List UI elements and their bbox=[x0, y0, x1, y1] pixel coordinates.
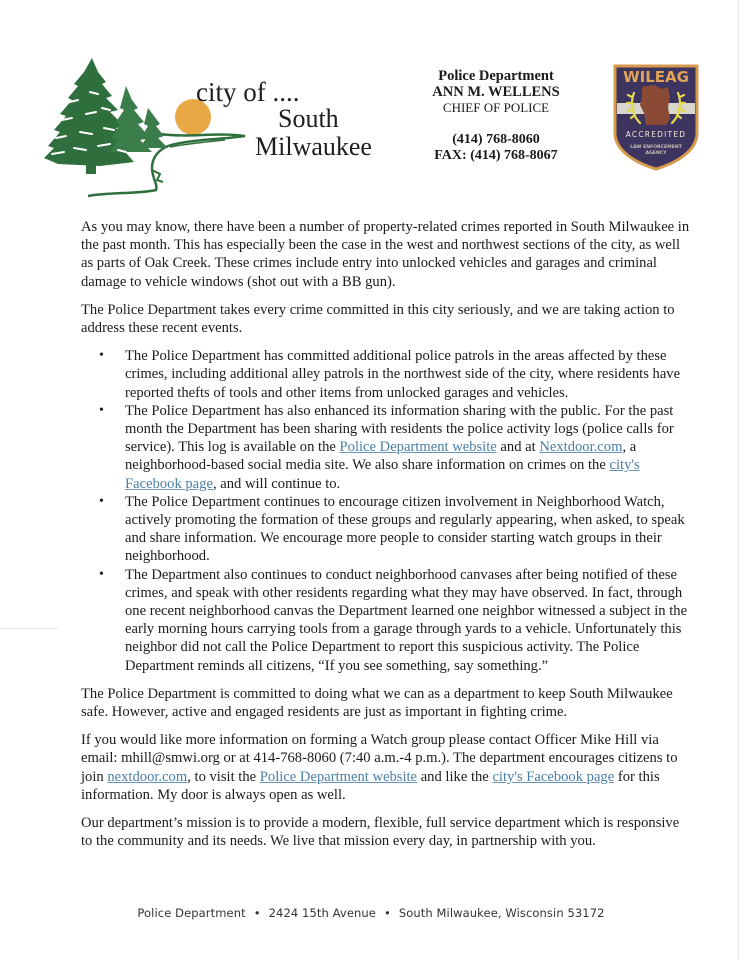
fax-number: FAX: (414) 768-8067 bbox=[434, 148, 558, 163]
mission-paragraph: Our department’s mission is to provide a modern, flexible, full service department which is responsive to the community and its needs. We live that mission every day, in partnership with you. bbox=[81, 815, 680, 850]
list-item-text: , and will continue to. bbox=[212, 475, 341, 492]
facebook-page-link[interactable]: city's Facebook page bbox=[492, 768, 615, 785]
letter-body bbox=[81, 218, 693, 861]
footer-separator: • bbox=[253, 906, 261, 920]
letter-footer bbox=[0, 906, 742, 920]
nextdoor-link[interactable]: nextdoor.com bbox=[107, 768, 188, 785]
list-item-text: and at bbox=[496, 439, 540, 456]
list-item-text: The Police Department continues to encourage citizen involvement in Neighborhood Watch, actively promoting the formation of these groups and regularly appearing, when asked, to speak and share information. We encourage more people to consider starting watch groups in their neighborhood. bbox=[125, 493, 685, 565]
list-item-canvases bbox=[99, 566, 693, 675]
scan-edge-line bbox=[738, 0, 739, 960]
phone-number: (414) 768-8060 bbox=[452, 132, 540, 147]
chief-name: ANN M. WELLENS bbox=[432, 84, 560, 100]
badge-title: WILEAG bbox=[623, 68, 689, 86]
city-logo bbox=[40, 52, 380, 202]
logo-milwaukee: Milwaukee bbox=[255, 132, 372, 161]
list-item-neighborhood-watch bbox=[99, 493, 693, 566]
list-item-text: The Department also continues to conduct neighborhood canvases after being notified of these crimes, and speak with other residents regarding what they may have observed. In fact, through one recent neighborhood canvas the Department learned one neighbor witnessed a subject in the early morning hours carrying tools from a garage through yards to a vehicle. Unfortunately this neighbor did not call the Police Department to report this suspicious activity. The Police Department reminds all citizens, “If you see something, say something.” bbox=[125, 566, 688, 674]
badge-shield-icon bbox=[612, 63, 700, 171]
police-website-link[interactable]: Police Department website bbox=[339, 439, 497, 456]
list-item-text: The Police Department has also enhanced its information sharing with the public. For the past month the Department has been sharing with residents the police activity logs (police calls for service). This log is available on the bbox=[125, 402, 674, 456]
badge-subtitle-2: AGENCY bbox=[645, 151, 667, 156]
nextdoor-link[interactable]: Nextdoor.com bbox=[539, 439, 623, 456]
actions-list bbox=[81, 347, 693, 675]
list-item-text: , a neighborhood-based social media site. We also share information on crimes on the bbox=[125, 439, 637, 474]
logo-south: South bbox=[278, 104, 339, 133]
chief-title: CHIEF OF POLICE bbox=[442, 100, 550, 115]
contact-text: and like the bbox=[417, 768, 493, 785]
intro-paragraph: As you may know, there have been a number of property-related crimes reported in South Milwaukee in the past month. This has especially been the case in the west and northwest sections of the city, as well as parts of Oak Creek. These crimes include entry into unlocked vehicles and garages and criminal damage to vehicle windows (shot out with a BB gun). bbox=[81, 219, 690, 290]
wileag-accreditation-badge bbox=[612, 63, 700, 171]
department-name: Police Department bbox=[438, 68, 554, 84]
logo-city-of: city of .... bbox=[196, 77, 300, 107]
footer-separator: • bbox=[383, 906, 391, 920]
chief-contact-block bbox=[420, 68, 572, 164]
contact-text: for this information. My door is always open as well. bbox=[81, 768, 660, 803]
safety-paragraph: The Police Department is committed to doing what we can as a department to keep South Milwaukee safe. However, active and engaged residents are just as important in fighting crime. bbox=[81, 685, 673, 721]
list-item-info-sharing bbox=[99, 402, 693, 493]
badge-status: ACCREDITED bbox=[625, 130, 687, 139]
footer-city: South Milwaukee, Wisconsin 53172 bbox=[398, 906, 605, 920]
scan-artifact-line bbox=[0, 628, 58, 629]
facebook-page-link[interactable]: city's Facebook page bbox=[125, 457, 640, 492]
bullet-icon: • bbox=[99, 348, 104, 364]
list-item-patrols bbox=[99, 347, 693, 402]
commitment-paragraph: The Police Department takes every crime committed in this city seriously, and we are taking action to address these recent events. bbox=[81, 301, 675, 337]
footer-department: Police Department bbox=[137, 906, 246, 920]
police-website-link[interactable]: Police Department website bbox=[259, 768, 418, 785]
footer-address: 2424 15th Avenue bbox=[268, 906, 376, 920]
contact-text: , to visit the bbox=[187, 768, 260, 785]
contact-text: If you would like more information on forming a Watch group please contact Officer Mike Hill via email: mhill@smwi.org or at 414-768-8060 (7:40 a.m.-4 p.m.). The department encourages citizens to join bbox=[81, 732, 678, 785]
bullet-icon: • bbox=[99, 493, 104, 509]
bullet-icon: • bbox=[99, 566, 104, 582]
bullet-icon: • bbox=[99, 402, 104, 418]
badge-subtitle-1: LAW ENFORCEMENT bbox=[630, 145, 682, 150]
contact-paragraph bbox=[81, 731, 693, 804]
small-tree-icon bbox=[110, 86, 168, 152]
list-item-text: The Police Department has committed additional police patrols in the areas affected by these crimes, including additional alley patrols in the northwest side of the city, where residents have reported thefts of tools and other items from unlocked garages and vehicles. bbox=[125, 348, 681, 401]
